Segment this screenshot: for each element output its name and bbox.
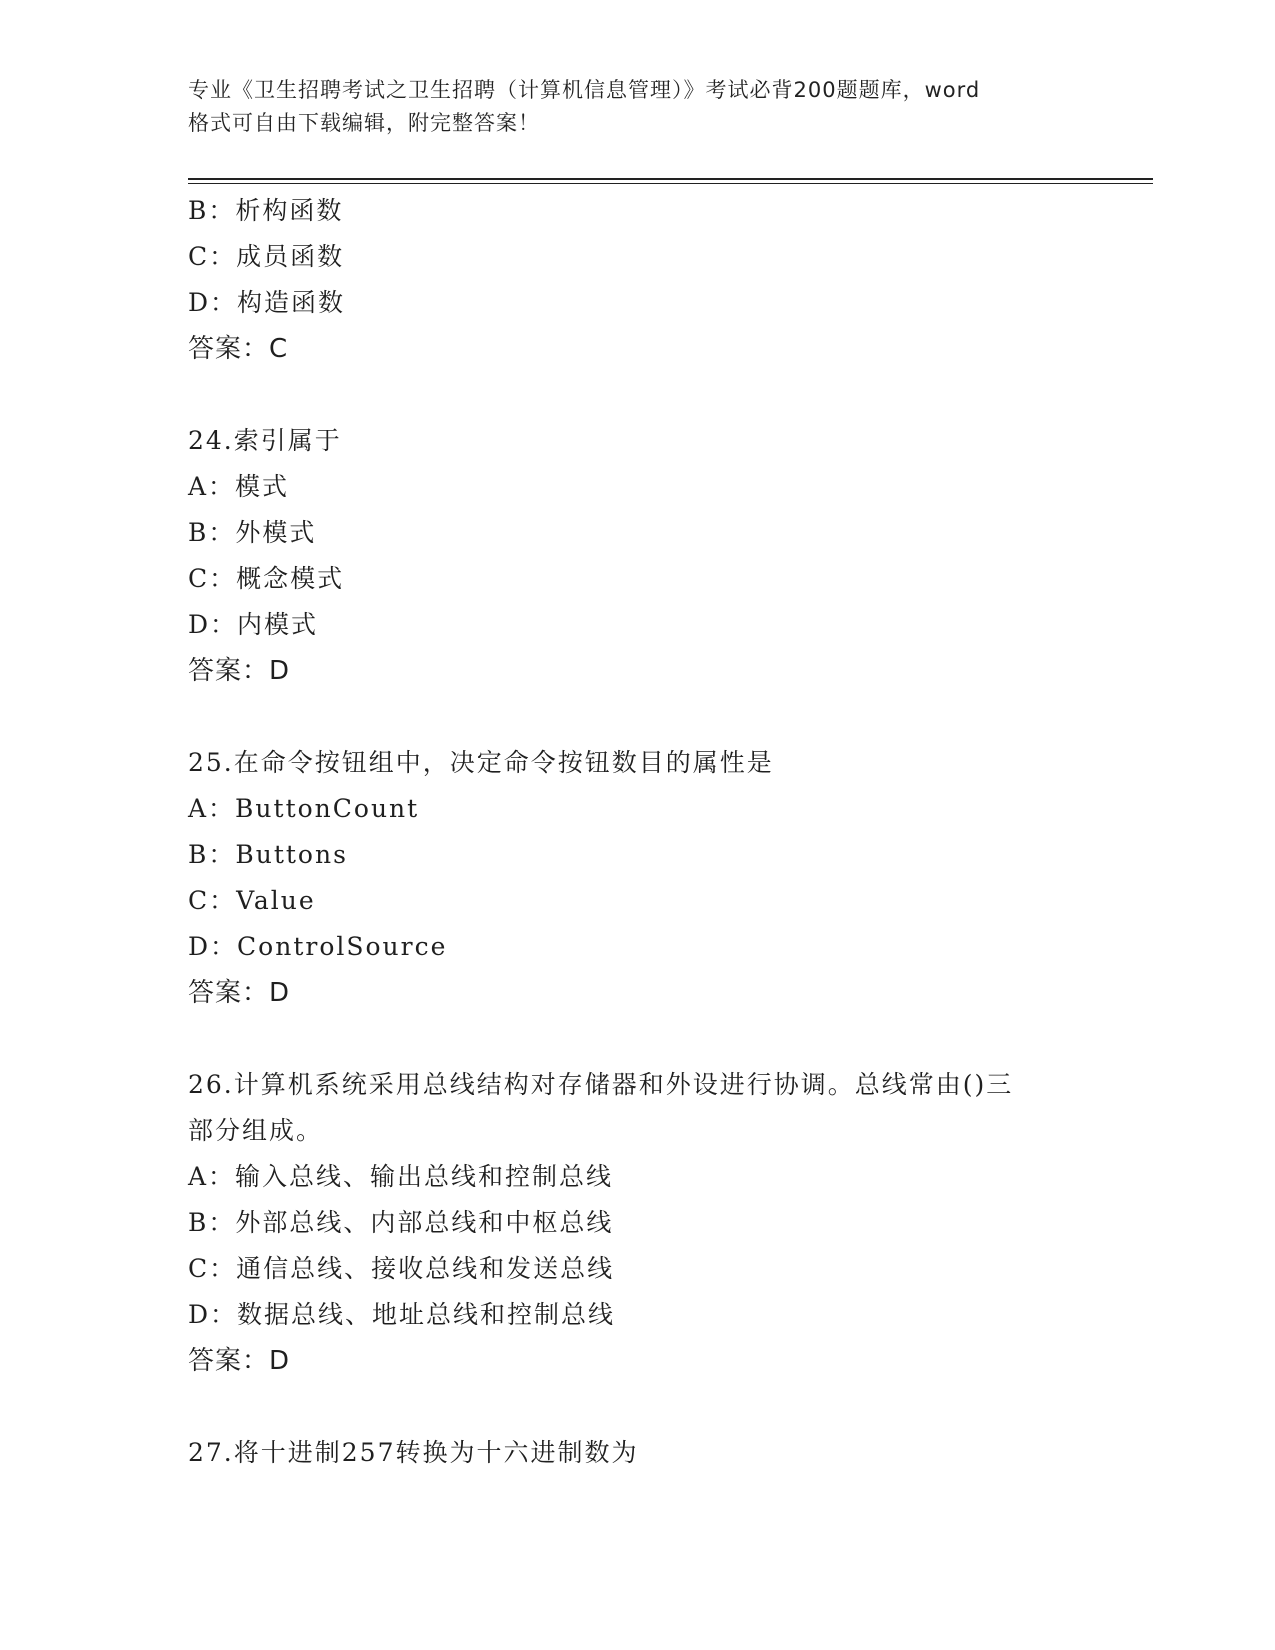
- header-divider-thick: [188, 178, 1153, 180]
- option-d: D：ControlSource: [188, 932, 448, 961]
- question-block-27: [188, 1430, 1088, 1476]
- answer-text: 答案：C: [188, 334, 289, 364]
- spacer: [188, 372, 1088, 418]
- question-text: 27.将十进制257转换为十六进制数为: [188, 1438, 639, 1467]
- option-d: D：构造函数: [188, 288, 346, 317]
- document-header: [188, 74, 1088, 140]
- question-text: 24.索引属于: [188, 426, 342, 455]
- question-list: [188, 188, 1088, 1476]
- option-c: C：通信总线、接收总线和发送总线: [188, 1254, 615, 1283]
- spacer: [188, 1016, 1088, 1062]
- option-b: B：Buttons: [188, 840, 348, 869]
- option-c: C：成员函数: [188, 242, 345, 271]
- question-block-24: [188, 418, 1088, 694]
- answer-text: 答案：D: [188, 1346, 291, 1376]
- question-text-line-2: 部分组成。: [188, 1116, 324, 1145]
- option-b: B：外模式: [188, 518, 317, 547]
- answer-text: 答案：D: [188, 656, 291, 686]
- spacer: [188, 1384, 1088, 1430]
- option-a: A：输入总线、输出总线和控制总线: [188, 1162, 614, 1191]
- question-text: 25.在命令按钮组中，决定命令按钮数目的属性是: [188, 748, 774, 777]
- option-b: B：外部总线、内部总线和中枢总线: [188, 1208, 614, 1237]
- option-d: D：数据总线、地址总线和控制总线: [188, 1300, 616, 1329]
- option-a: A：模式: [188, 472, 290, 501]
- header-title-line-2: 格式可自由下载编辑，附完整答案！: [188, 111, 540, 135]
- header-divider-thin: [188, 183, 1153, 184]
- question-block-23: [188, 188, 1088, 372]
- answer-text: 答案：D: [188, 978, 291, 1008]
- spacer: [188, 694, 1088, 740]
- option-b: B：析构函数: [188, 196, 344, 225]
- option-d: D：内模式: [188, 610, 319, 639]
- header-title-line-1: 专业《卫生招聘考试之卫生招聘（计算机信息管理）》考试必背200题题库，word: [188, 78, 981, 102]
- option-c: C：Value: [188, 886, 316, 915]
- question-block-25: [188, 740, 1088, 1016]
- question-text-line-1: 26.计算机系统采用总线结构对存储器和外设进行协调。总线常由()三: [188, 1070, 1014, 1099]
- option-a: A：ButtonCount: [188, 794, 420, 823]
- question-block-26: [188, 1062, 1088, 1384]
- option-c: C：概念模式: [188, 564, 345, 593]
